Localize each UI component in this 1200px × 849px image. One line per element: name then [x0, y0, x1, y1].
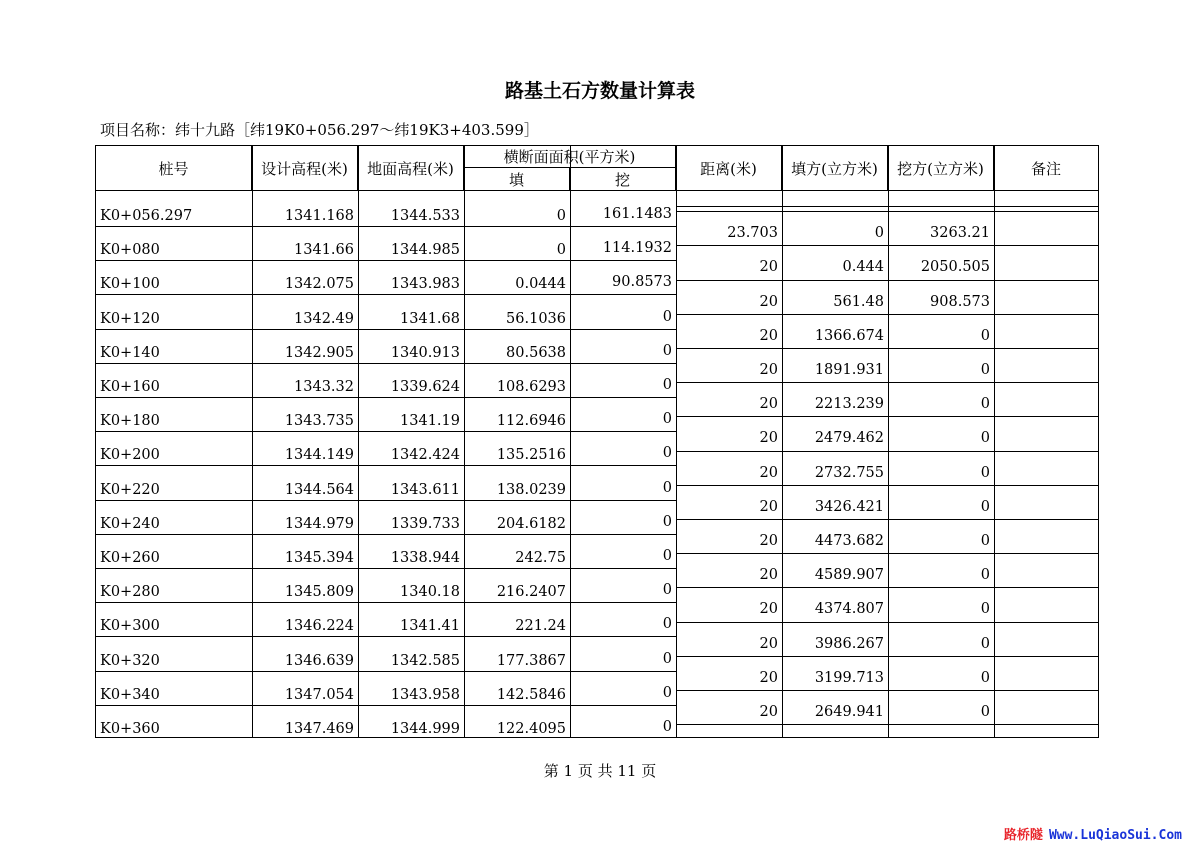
ground-elevation-cell: 1340.913 — [390, 344, 460, 361]
design-elevation-cell: 1342.49 — [294, 310, 354, 327]
fill-area-cell: 142.5846 — [496, 686, 566, 703]
row-divider — [676, 211, 1098, 212]
cut-area-cell: 0 — [662, 479, 672, 496]
distance-cell: 20 — [759, 635, 778, 652]
station-cell: K0+260 — [100, 550, 160, 566]
design-elevation-cell: 1343.735 — [284, 413, 354, 430]
fill-volume-cell: 3426.421 — [814, 498, 884, 515]
cut-volume-cell: 0 — [980, 635, 990, 652]
fill-area-cell: 0.0444 — [515, 276, 566, 293]
cut-area-cell: 0 — [662, 411, 672, 428]
watermark-cn: 路桥隧 — [1003, 828, 1043, 843]
page-footer: 第 1 页 共 11 页 — [543, 762, 657, 780]
fill-volume-cell: 4473.682 — [814, 532, 884, 549]
distance-cell: 20 — [759, 327, 778, 344]
fill-volume-cell: 2213.239 — [814, 396, 884, 413]
ground-elevation-cell: 1341.41 — [400, 618, 460, 635]
cut-volume-cell: 0 — [980, 567, 990, 584]
cut-area-cell: 0 — [662, 342, 672, 359]
row-divider — [96, 226, 676, 227]
fill-volume-cell: 2649.941 — [814, 703, 884, 720]
cut-area-cell: 0 — [662, 719, 672, 735]
ground-elevation-cell: 1339.733 — [390, 515, 460, 532]
cut-volume-cell: 0 — [980, 498, 990, 515]
ground-elevation-cell: 1339.624 — [390, 379, 460, 395]
cut-volume-cell: 0 — [980, 430, 990, 447]
station-cell: K0+300 — [100, 618, 160, 635]
row-divider — [96, 568, 676, 569]
fill-area-cell: 108.6293 — [496, 379, 566, 395]
row-divider — [676, 485, 1098, 486]
ground-elevation-cell: 1343.983 — [390, 276, 460, 293]
distance-cell: 20 — [759, 703, 778, 720]
cut-volume-cell: 0 — [980, 703, 990, 720]
fill-volume-cell: 4374.807 — [814, 601, 884, 618]
header-fill-volume: 填方(立方米) — [782, 146, 888, 191]
cut-volume-cell: 0 — [980, 669, 990, 686]
row-divider — [676, 348, 1098, 349]
watermark — [1004, 824, 1182, 843]
row-divider — [96, 636, 676, 637]
design-elevation-cell: 1347.469 — [284, 721, 354, 737]
cut-volume-cell: 2050.505 — [920, 259, 990, 276]
station-cell: K0+340 — [100, 686, 160, 703]
header-cut-volume: 挖方(立方米) — [888, 146, 994, 191]
header-station: 桩号 — [96, 146, 252, 191]
fill-volume-cell: 4589.907 — [814, 567, 884, 584]
row-divider — [96, 363, 676, 364]
row-divider — [676, 587, 1098, 588]
fill-volume-cell: 2732.755 — [814, 464, 884, 481]
design-elevation-cell: 1342.905 — [284, 344, 354, 361]
station-cell: K0+220 — [100, 481, 160, 498]
design-elevation-cell: 1345.809 — [284, 584, 354, 601]
station-cell: K0+240 — [100, 515, 160, 532]
row-divider — [96, 534, 676, 535]
distance-cell: 20 — [759, 293, 778, 310]
distance-cell: 20 — [759, 259, 778, 276]
page-title: 路基土石方数量计算表 — [504, 80, 695, 102]
fill-area-cell: 216.2407 — [496, 584, 566, 601]
cut-volume-cell: 0 — [980, 464, 990, 481]
station-cell: K0+200 — [100, 447, 160, 464]
row-divider — [676, 382, 1098, 383]
header-distance: 距离(米) — [676, 146, 782, 191]
distance-cell: 20 — [759, 430, 778, 447]
fill-volume-cell: 3986.267 — [814, 635, 884, 652]
station-cell: K0+160 — [100, 379, 160, 395]
earthwork-table — [95, 145, 1099, 738]
distance-cell: 20 — [759, 464, 778, 481]
station-cell: K0+180 — [100, 413, 160, 430]
ground-elevation-cell: 1341.68 — [400, 310, 460, 327]
design-elevation-cell: 1344.979 — [284, 515, 354, 532]
row-divider — [676, 553, 1098, 554]
cut-area-cell: 0 — [662, 377, 672, 393]
station-cell: K0+080 — [100, 242, 160, 259]
design-elevation-cell: 1347.054 — [284, 686, 354, 703]
fill-volume-cell: 2479.462 — [814, 430, 884, 447]
fill-area-cell: 80.5638 — [506, 344, 566, 361]
distance-cell: 20 — [759, 669, 778, 686]
design-elevation-cell: 1346.639 — [284, 652, 354, 669]
row-divider — [676, 416, 1098, 417]
design-elevation-cell: 1344.564 — [284, 481, 354, 498]
distance-cell: 20 — [759, 361, 778, 378]
design-elevation-cell: 1346.224 — [284, 618, 354, 635]
station-cell: K0+280 — [100, 584, 160, 601]
header-cut-area: 挖 — [570, 168, 676, 191]
distance-cell: 20 — [759, 567, 778, 584]
fill-volume-cell: 0.444 — [842, 259, 884, 276]
header-fill-area: 填 — [464, 168, 570, 191]
ground-elevation-cell: 1341.19 — [400, 413, 460, 430]
column-divider — [464, 146, 465, 737]
row-divider — [96, 294, 676, 295]
column-divider — [570, 146, 571, 737]
design-elevation-cell: 1343.32 — [294, 379, 354, 395]
column-divider — [994, 146, 995, 737]
fill-area-cell: 112.6946 — [496, 413, 566, 430]
cut-area-cell: 0 — [662, 582, 672, 599]
ground-elevation-cell: 1344.999 — [390, 721, 460, 737]
design-elevation-cell: 1341.66 — [294, 242, 354, 259]
fill-area-cell: 221.24 — [515, 618, 566, 635]
cut-volume-cell: 0 — [980, 327, 990, 344]
row-divider — [676, 724, 1098, 725]
column-divider — [358, 146, 359, 737]
column-divider — [252, 146, 253, 737]
row-divider — [96, 431, 676, 432]
row-divider — [96, 397, 676, 398]
row-divider — [676, 280, 1098, 281]
fill-area-cell: 0 — [556, 242, 566, 259]
cut-volume-cell: 0 — [980, 601, 990, 618]
fill-volume-cell: 0 — [874, 225, 884, 242]
row-divider — [676, 519, 1098, 520]
ground-elevation-cell: 1343.958 — [390, 686, 460, 703]
fill-area-cell: 56.1036 — [506, 310, 566, 327]
cut-area-cell: 114.1932 — [602, 240, 672, 257]
design-elevation-cell: 1341.168 — [284, 208, 354, 224]
fill-volume-cell: 1891.931 — [814, 361, 884, 378]
fill-area-cell: 122.4095 — [496, 721, 566, 737]
station-cell: K0+100 — [100, 276, 160, 293]
station-cell: K0+120 — [100, 310, 160, 327]
row-divider — [676, 690, 1098, 691]
header-ground-elevation: 地面高程(米) — [358, 146, 464, 191]
ground-elevation-cell: 1342.585 — [390, 652, 460, 669]
row-divider — [676, 656, 1098, 657]
ground-elevation-cell: 1344.533 — [390, 208, 460, 224]
fill-area-cell: 204.6182 — [496, 515, 566, 532]
project-name: 项目名称：纬十九路［纬19K0+056.297～纬19K3+403.599］ — [100, 121, 539, 139]
cut-area-cell: 0 — [662, 513, 672, 530]
row-divider — [96, 329, 676, 330]
fill-volume-cell: 1366.674 — [814, 327, 884, 344]
row-divider — [96, 465, 676, 466]
design-elevation-cell: 1345.394 — [284, 550, 354, 566]
distance-cell: 23.703 — [727, 225, 778, 242]
row-divider — [676, 622, 1098, 623]
ground-elevation-cell: 1338.944 — [390, 550, 460, 566]
cut-volume-cell: 3263.21 — [930, 225, 990, 242]
fill-area-cell: 242.75 — [515, 550, 566, 566]
station-cell: K0+360 — [100, 721, 160, 737]
distance-cell: 20 — [759, 532, 778, 549]
fill-area-cell: 138.0239 — [496, 481, 566, 498]
fill-area-cell: 0 — [556, 208, 566, 224]
watermark-url: Www.LuQiaoSui.Com — [1048, 828, 1182, 843]
distance-cell: 20 — [759, 498, 778, 515]
ground-elevation-cell: 1342.424 — [390, 447, 460, 464]
cut-area-cell: 161.1483 — [602, 206, 672, 222]
cut-area-cell: 0 — [662, 548, 672, 564]
row-divider — [676, 206, 1098, 207]
station-cell: K0+320 — [100, 652, 160, 669]
ground-elevation-cell: 1343.611 — [390, 481, 460, 498]
cut-area-cell: 0 — [662, 308, 672, 325]
ground-elevation-cell: 1340.18 — [400, 584, 460, 601]
cut-volume-cell: 0 — [980, 361, 990, 378]
cut-volume-cell: 0 — [980, 396, 990, 413]
row-divider — [676, 451, 1098, 452]
header-remark: 备注 — [994, 146, 1098, 191]
row-divider — [96, 671, 676, 672]
cut-area-cell: 0 — [662, 650, 672, 667]
row-divider — [96, 500, 676, 501]
header-design-elevation: 设计高程(米) — [252, 146, 358, 191]
row-divider — [676, 314, 1098, 315]
header-section-area: 横断面面积(平方米) — [464, 146, 676, 168]
design-elevation-cell: 1344.149 — [284, 447, 354, 464]
cut-area-cell: 0 — [662, 616, 672, 633]
station-cell: K0+140 — [100, 344, 160, 361]
cut-volume-cell: 908.573 — [930, 293, 990, 310]
row-divider — [676, 245, 1098, 246]
fill-area-cell: 135.2516 — [496, 447, 566, 464]
distance-cell: 20 — [759, 601, 778, 618]
cut-volume-cell: 0 — [980, 532, 990, 549]
station-cell: K0+056.297 — [100, 208, 193, 224]
row-divider — [96, 602, 676, 603]
fill-volume-cell: 561.48 — [833, 293, 884, 310]
fill-area-cell: 177.3867 — [496, 652, 566, 669]
fill-volume-cell: 3199.713 — [814, 669, 884, 686]
cut-area-cell: 0 — [662, 445, 672, 462]
ground-elevation-cell: 1344.985 — [390, 242, 460, 259]
distance-cell: 20 — [759, 396, 778, 413]
row-divider — [96, 705, 676, 706]
design-elevation-cell: 1342.075 — [284, 276, 354, 293]
cut-area-cell: 90.8573 — [612, 274, 672, 291]
cut-area-cell: 0 — [662, 684, 672, 701]
row-divider — [96, 260, 676, 261]
